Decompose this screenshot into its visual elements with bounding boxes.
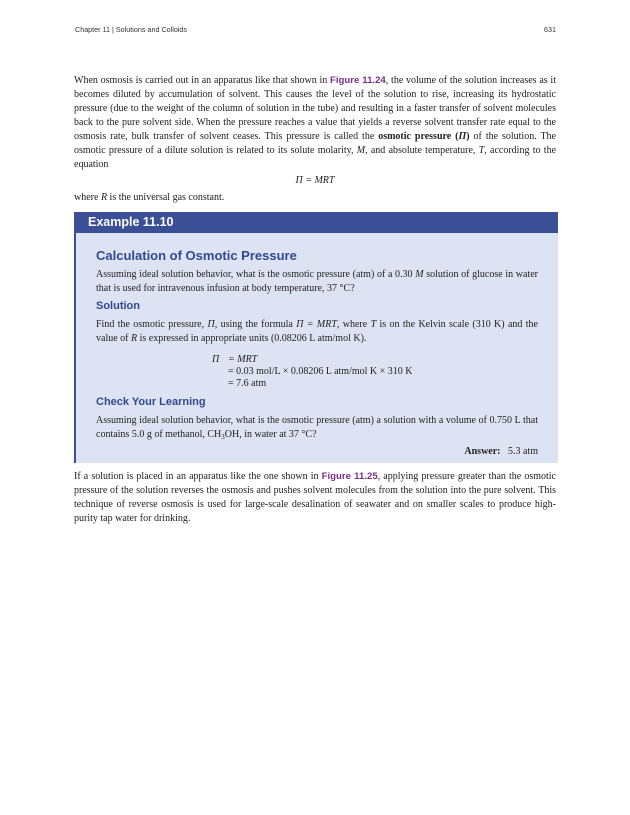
figure-11-25-link[interactable]: Figure 11.25 (321, 471, 378, 482)
paragraph-reverse-osmosis: If a solution is placed in an apparatus like the one shown in Figure 11.25, applying pressure greater than the osmotic pressure of the solution reverses the osmosis and pushes solvent molecules from the solution into the pure solvent. This technique of reverse osmosis is used for large-scale desalination of seawater and on smaller scales to produce high-purity tap water for drinking. (74, 471, 556, 524)
paragraph-gas-constant: where R is the universal gas constant. (74, 192, 225, 203)
solution-text: Find the osmotic pressure, Π, using the formula Π = MRT, where T is on the Kelvin scale (310 K) and the value of R is expressed in appropriate units (0.08206 L atm/mol K). (96, 319, 538, 344)
text: When osmosis is carried out in an apparatus like that shown in (74, 75, 331, 86)
answer-value: 5.3 atm (508, 446, 538, 457)
equation-osmotic-pressure: Π = MRT (295, 175, 335, 186)
answer (464, 446, 538, 457)
answer-label: Answer: (464, 446, 501, 457)
var-T: T (478, 145, 485, 156)
text: , the volume of the solution increases as it becomes diluted by accumulation of solvent. This causes the level of the solution to rise, increasing its hydrostatic pressure (due to the weight of the column of solution in the tube) and resulting in a faster transfer of solvent molecules back to the pure solvent side. When the pressure reaches a value that yields a reverse solvent transfer rate equal to the osmosis rate, bulk transfer of solvent ceases. This pressure is called the (74, 75, 556, 142)
example-box (74, 212, 558, 463)
paragraph-osmosis (74, 74, 556, 172)
equation-line-3: = 7.6 atm (228, 378, 267, 389)
example-label: Example 11.10 (76, 212, 558, 233)
solution-heading: Solution (96, 300, 140, 312)
text: , according to the equation (74, 145, 557, 170)
check-your-learning-heading: Check Your Learning (96, 396, 206, 408)
example-question: Assuming ideal solution behavior, what is the osmotic pressure (atm) of a 0.30 M solution of glucose in water that is used for intravenous infusion at body temperature, 37 °C? (96, 269, 539, 294)
osmotic-pressure-term: osmotic pressure (Π) (378, 131, 470, 142)
var-M: M (356, 145, 366, 156)
text: of the solution. The osmotic pressure of a dilute solution is related to its solute molarity, (74, 131, 556, 156)
figure-11-24-link[interactable]: Figure 11.24 (330, 75, 386, 86)
check-your-learning-question: Assuming ideal solution behavior, what is the osmotic pressure (atm) a solution with a volume of 0.750 L that contains 5.0 g of methanol, $CH_3OH$, in water at 37 °C? (96, 415, 538, 441)
chapter-title: Chapter 11 | Solutions and Colloids (75, 25, 188, 34)
pi-symbol: Π (212, 354, 220, 365)
equation-line-1: = MRT (228, 354, 258, 365)
equation-line-2: = 0.03 mol/L × 0.08206 L atm/mol K × 310 K (228, 366, 413, 377)
text: , and absolute temperature, (365, 145, 479, 156)
example-title: Calculation of Osmotic Pressure (96, 248, 297, 263)
page-number: 631 (544, 25, 556, 34)
page-header (75, 25, 556, 37)
